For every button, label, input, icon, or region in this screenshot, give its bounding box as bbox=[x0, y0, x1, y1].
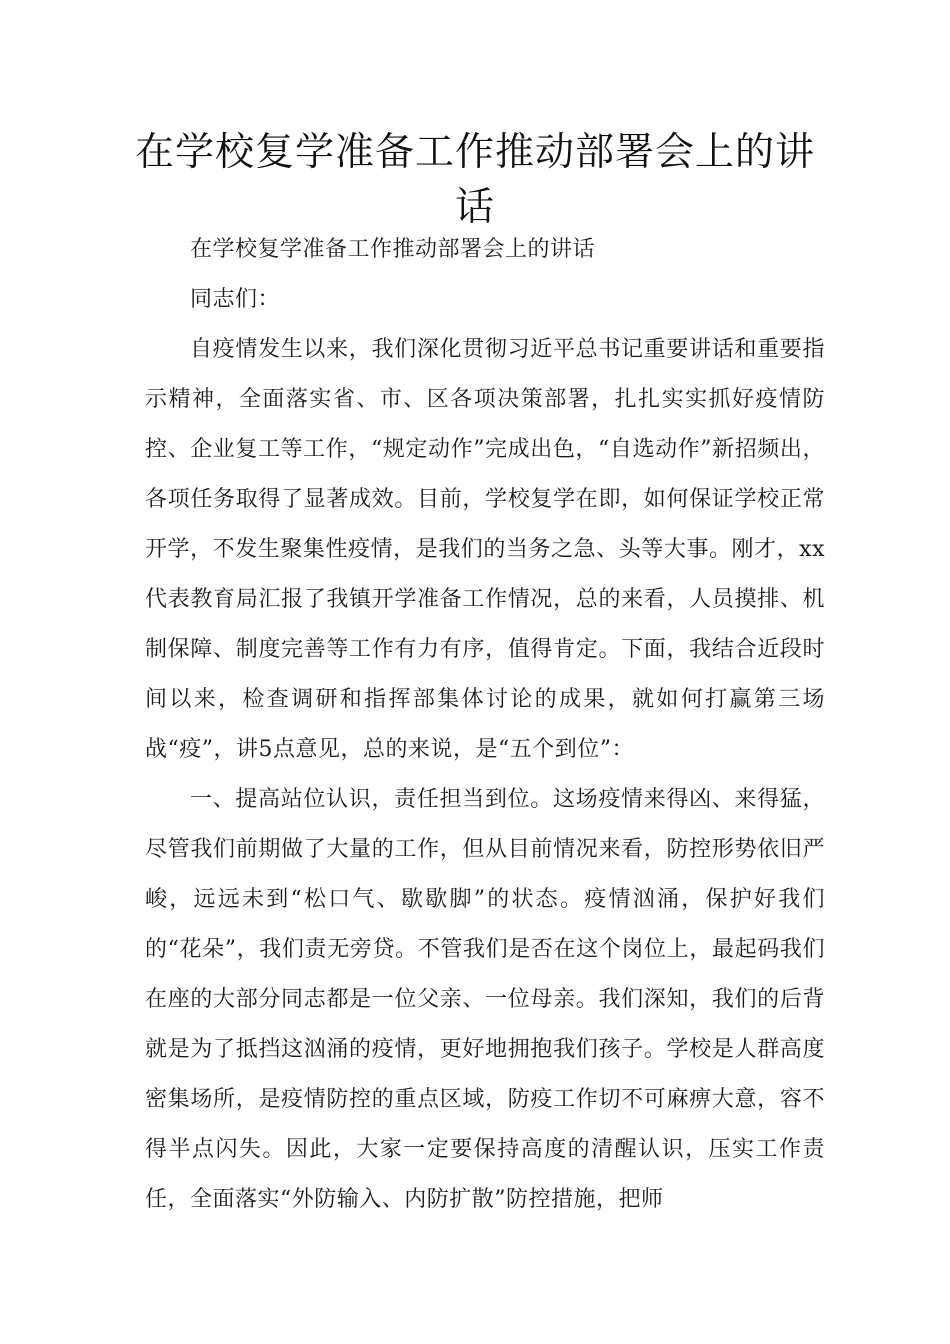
intro-paragraph: 自疫情发生以来，我们深化贯彻习近平总书记重要讲话和重要指示精神，全面落实省、市、区各项决策部署，扎扎实实抓好疫情防控、企业复工等工作，“规定动作”完成出色，“自选动作”新招频出，各项任务取得了显著成效。目前，学校复学在即，如何保证学校正常开学，不发生聚集性疫情，是我们的当务之急、头等大事。刚才，xx代表教育局汇报了我镇开学准备工作情况，总的来看，人员摸排、机制保障、制度完善等工作有力有序，值得肯定。下面，我结合近段时间以来，检查调研和指挥部集体讨论的成果，就如何打赢第三场战“疫”，讲5点意见，总的来说，是“五个到位”： bbox=[145, 337, 825, 762]
document-title: 在学校复学准备工作推动部署会上的讲话 bbox=[134, 130, 815, 230]
subtitle-paragraph: 在学校复学准备工作推动部署会上的讲话 bbox=[190, 237, 596, 262]
salutation-paragraph: 同志们： bbox=[190, 287, 281, 312]
document-body bbox=[145, 225, 825, 1225]
section-one-paragraph: 一、提高站位认识，责任担当到位。这场疫情来得凶、来得猛，尽管我们前期做了大量的工作，但从目前情况来看，防控形势依旧严峻，远远未到“松口气、歇歇脚”的状态。疫情汹涌，保护好我们的“花朵”，我们责无旁贷。不管我们是否在这个岗位上，最起码我们在座的大部分同志都是一位父亲、一位母亲。我们深知，我们的后背就是为了抵挡这汹涌的疫情，更好地拥抱我们孩子。学校是人群高度密集场所，是疫情防控的重点区域，防疫工作切不可麻痹大意，容不得半点闪失。因此，大家一定要保持高度的清醒认识，压实工作责任，全面落实“外防输入、内防扩散”防控措施，把师 bbox=[145, 787, 825, 1212]
